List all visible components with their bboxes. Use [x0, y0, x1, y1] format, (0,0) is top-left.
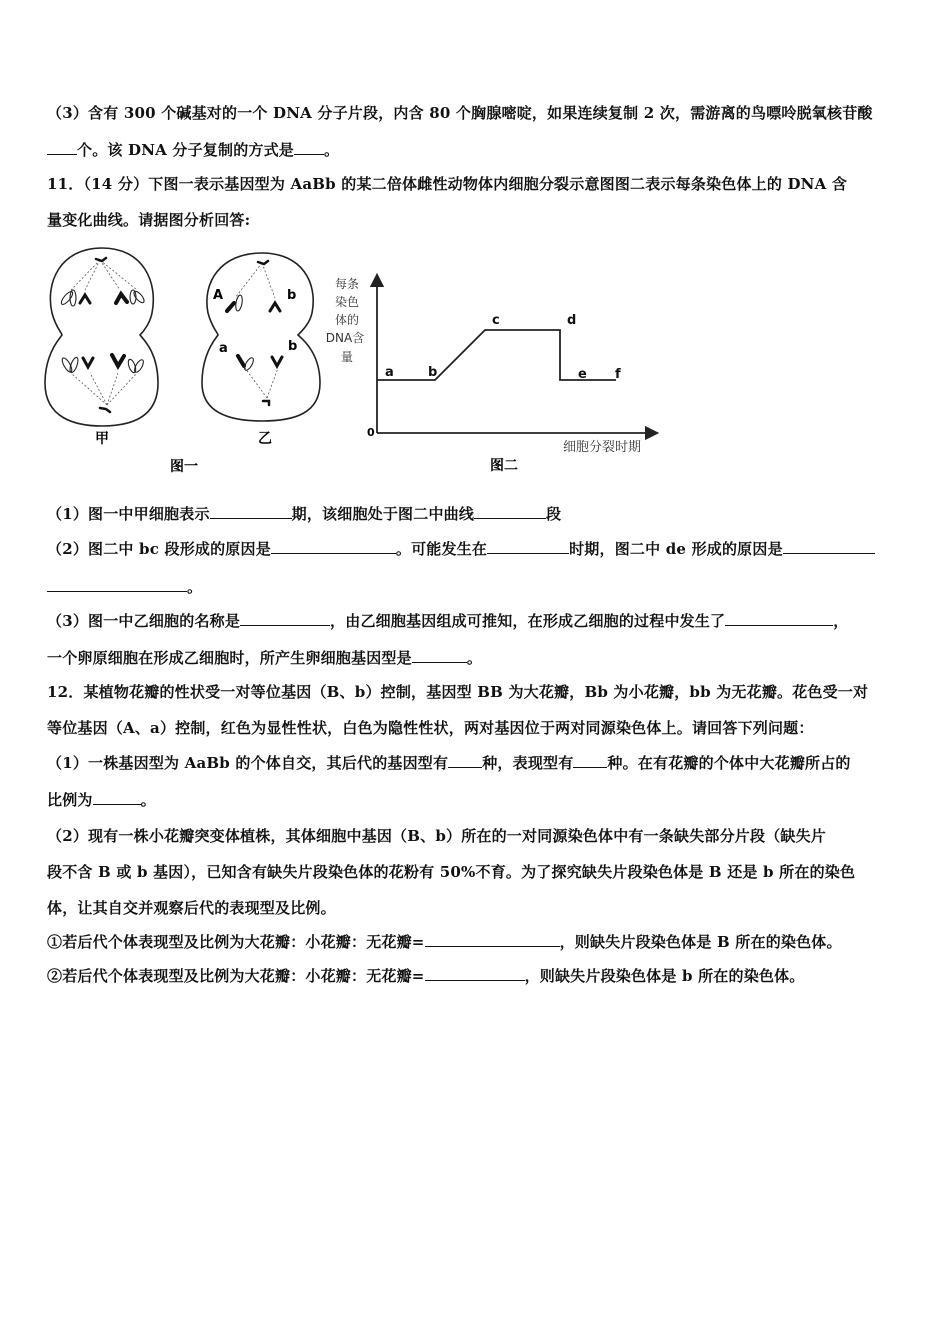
- q11-part2-text-d: 。: [187, 578, 203, 596]
- chromosomes-yi: [227, 261, 282, 405]
- answer-blank[interactable]: [474, 504, 546, 519]
- svg-text:体的: 体的: [334, 313, 360, 327]
- q11-part2-line2: [47, 577, 202, 597]
- cell-division-diagram: [40, 243, 330, 478]
- q11-part1: [47, 504, 561, 524]
- outline-chromosomes-yi: [235, 295, 255, 372]
- q12-text-2: 等位基因（A、a）控制，红色为显性性状，白色为隐性性状，两对基因位于两对同源染色体上。请回答下列问题：: [47, 719, 814, 737]
- svg-text:量: 量: [340, 350, 354, 364]
- answer-blank[interactable]: [47, 577, 187, 592]
- gene-label-a: a: [219, 341, 228, 356]
- q11-part1-text-c: 段: [546, 505, 562, 523]
- dna-content-chart: [325, 268, 665, 478]
- q12-part1-text-e: 。: [140, 791, 156, 809]
- q12-part2-text-2: 段不含 B 或 b 基因），已知含有缺失片段染色体的花粉有 50%不育。为了探究缺失片段染色体是 B 还是 b 所在的染色: [47, 863, 856, 881]
- q10-part3-line1: [47, 103, 873, 123]
- q12-part1-text-d: 比例为: [47, 791, 93, 809]
- q11-part2-text-b: 。可能发生在: [395, 540, 488, 558]
- answer-blank[interactable]: [47, 140, 77, 155]
- answer-blank[interactable]: [294, 140, 324, 155]
- figure-2-caption: 图二: [490, 458, 518, 474]
- q12-part1-text-a: （1）一株基因型为 AaBb 的个体自交，其后代的基因型有: [47, 754, 449, 772]
- spindle-jia: [71, 260, 137, 405]
- q11-part1-text-b: 期，该细胞处于图二中曲线: [291, 505, 475, 523]
- q12-part1: [47, 753, 851, 773]
- y-axis-label: [326, 276, 364, 364]
- q11-part2-text-c: 时期，图二中 de 形成的原因是: [569, 540, 783, 558]
- q12-opt2-text-b: ，则缺失片段染色体是 b 所在的染色体。: [524, 967, 805, 985]
- q11-header-line2: [47, 210, 250, 230]
- q12-part2-line1: [47, 826, 826, 846]
- svg-text:f: f: [615, 367, 621, 382]
- q11-header-text: 11．（14 分）下图一表示基因型为 AaBb 的某二倍体雌性动物体内细胞分裂示意图图二表示每条染色体上的 DNA 含: [47, 175, 848, 193]
- q12-part1-text-c: 种。在有花瓣的个体中大花瓣所占的: [607, 754, 851, 772]
- origin-label: 0: [367, 426, 375, 439]
- answer-blank[interactable]: [425, 932, 560, 947]
- q11-part2-text-a: （2）图二中 bc 段形成的原因是: [47, 540, 271, 558]
- q11-part3-text-b: ，由乙细胞基因组成可推知，在形成乙细胞的过程中发生了: [330, 612, 726, 630]
- q11-part1-text-a: （1）图一中甲细胞表示: [47, 505, 210, 523]
- q11-part3-text-a: （3）图一中乙细胞的名称是: [47, 612, 241, 630]
- svg-text:a: a: [385, 365, 394, 380]
- answer-blank[interactable]: [412, 648, 467, 663]
- figure-2-chart: [325, 268, 665, 478]
- q12-option-1: [47, 932, 842, 952]
- spindle-yi: [235, 263, 278, 398]
- x-axis-label: 细胞分裂时期: [563, 440, 642, 455]
- q11-header-text-2: 量变化曲线。请据图分析回答:: [47, 211, 251, 229]
- q12-part2-text-3: 体，让其自交并观察后代的表现型及比例。: [47, 899, 336, 917]
- q12-line2: [47, 718, 814, 738]
- q11-part3-text-d: 一个卵原细胞在形成乙细胞时，所产生卵细胞基因型是: [47, 649, 412, 667]
- q12-part2-line3: [47, 898, 336, 918]
- q11-part3-text-c: ，: [833, 612, 849, 630]
- svg-text:d: d: [567, 313, 577, 328]
- gene-label-b-bottom: b: [288, 339, 298, 354]
- cell-yi-label: 乙: [258, 431, 272, 447]
- answer-blank[interactable]: [271, 539, 396, 554]
- gene-label-b-top: b: [287, 288, 297, 303]
- q12-part2-line2: [47, 862, 855, 882]
- svg-text:染色: 染色: [334, 295, 360, 309]
- q12-line1: [47, 682, 868, 702]
- q12-opt1-text-b: ，则缺失片段染色体是 B 所在的染色体。: [559, 933, 842, 951]
- q12-text-1: 12．某植物花瓣的性状受一对等位基因（B、b）控制，基因型 BB 为大花瓣，Bb 为小花瓣，bb 为无花瓣。花色受一对: [47, 683, 869, 701]
- point-labels: [385, 313, 621, 382]
- q12-opt1-text-a: ①若后代个体表现型及比例为大花瓣：小花瓣：无花瓣=: [47, 933, 425, 951]
- q11-part3-line2: [47, 648, 482, 668]
- q10-part3-text: （3）含有 300 个碱基对的一个 DNA 分子片段，内含 80 个胸腺嘧啶，如果连续复制 2 次，需游离的鸟嘌呤脱氧核苷酸: [47, 104, 873, 122]
- svg-text:b: b: [428, 365, 438, 380]
- cell-jia-label: 甲: [95, 431, 109, 447]
- answer-blank[interactable]: [448, 753, 482, 768]
- q12-option-2: [47, 966, 805, 986]
- svg-text:c: c: [492, 313, 500, 328]
- q10-part3-text-a: 个。该 DNA 分子复制的方式是: [77, 141, 295, 159]
- svg-text:每条: 每条: [334, 277, 360, 291]
- q11-part3-text-e: 。: [466, 649, 483, 667]
- answer-blank[interactable]: [210, 504, 292, 519]
- svg-text:e: e: [578, 367, 587, 382]
- answer-blank[interactable]: [425, 966, 525, 981]
- q10-part3-text-b: 。: [324, 141, 340, 159]
- q12-part1-line2: [47, 790, 156, 810]
- q11-part3: [47, 611, 848, 631]
- chromosomes-jia: [80, 258, 127, 412]
- answer-blank[interactable]: [725, 611, 833, 626]
- q10-part3-line2: [47, 140, 339, 160]
- cell-yi: [202, 253, 320, 421]
- q12-part1-text-b: 种，表现型有: [482, 754, 574, 772]
- q12-opt2-text-a: ②若后代个体表现型及比例为大花瓣：小花瓣：无花瓣=: [47, 967, 425, 985]
- outline-chromosomes-jia: [60, 290, 146, 374]
- answer-blank[interactable]: [783, 539, 875, 554]
- answer-blank[interactable]: [240, 611, 330, 626]
- answer-blank[interactable]: [93, 790, 141, 805]
- q11-part2: [47, 539, 875, 559]
- q12-part2-text-1: （2）现有一株小花瓣突变体植株，其体细胞中基因（B、b）所在的一对同源染色体中有一条缺失部分片段（缺失片: [47, 827, 827, 845]
- figure-1-caption: 图一: [170, 459, 198, 475]
- answer-blank[interactable]: [573, 753, 607, 768]
- q11-header-line1: [47, 174, 847, 194]
- cell-jia: [45, 248, 158, 426]
- svg-text:DNA含: DNA含: [325, 331, 365, 345]
- gene-label-A: A: [213, 288, 224, 303]
- figure-1: [40, 243, 330, 478]
- answer-blank[interactable]: [487, 539, 569, 554]
